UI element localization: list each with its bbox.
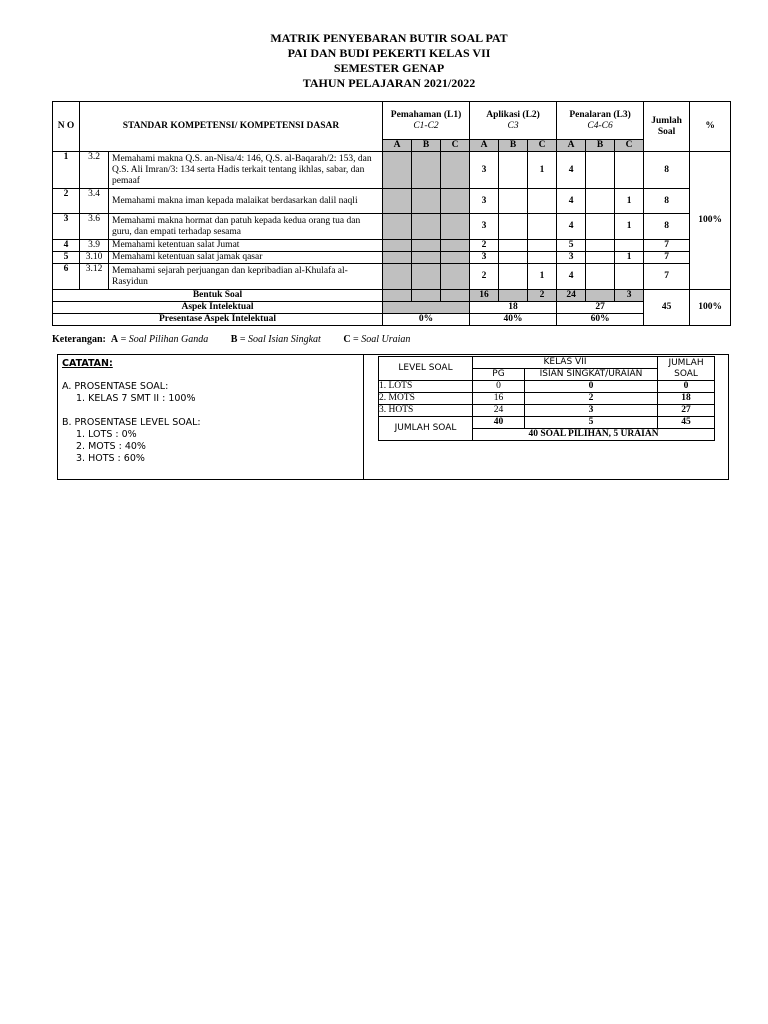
- bentuk-l2a: 16: [470, 290, 499, 302]
- table-row: [53, 240, 731, 252]
- sum-total: 45: [658, 417, 715, 429]
- row-l2c: 1: [528, 264, 557, 290]
- row-l3c: [615, 240, 644, 252]
- isian-header: ISIAN SINGKAT/URAIAN: [525, 369, 658, 381]
- level-isian: 0: [525, 381, 658, 393]
- row-l3c: [615, 152, 644, 189]
- keterangan-a-key: A: [110, 334, 119, 345]
- row-kd: 3.2: [80, 152, 109, 189]
- row-l2c: [528, 189, 557, 214]
- row-l3b: [586, 189, 615, 214]
- bentuk-soal-row: [53, 290, 731, 302]
- keterangan-a-value: Soal Pilihan Ganda: [128, 334, 209, 345]
- keterangan-c-value: Soal Uraian: [361, 334, 411, 345]
- bentuk-l3c: 3: [615, 290, 644, 302]
- keterangan-c-key: C: [343, 334, 351, 345]
- level-isian: 2: [525, 393, 658, 405]
- row-kd: 3.4: [80, 189, 109, 214]
- matrix-table: [52, 101, 731, 326]
- row-l2a: 2: [470, 264, 499, 290]
- row-l2b: [499, 214, 528, 240]
- catatan-a-item: 1. KELAS 7 SMT II : 100%: [76, 393, 196, 405]
- aspek-intelektual-row: [53, 302, 731, 314]
- row-l3b: [586, 152, 615, 189]
- title-line-2: PAI DAN BUDI PEKERTI KELAS VII: [287, 46, 491, 60]
- presentase-l2: 40%: [470, 314, 557, 326]
- sum-pg: 40: [473, 417, 525, 429]
- level-header: LEVEL SOAL: [379, 357, 473, 381]
- header-l1-code: C1-C2: [413, 120, 439, 131]
- row-l3a: 5: [557, 240, 586, 252]
- header-l3-c: C: [615, 140, 644, 152]
- row-no: 6: [53, 264, 80, 290]
- catatan-b-heading: B. PROSENTASE LEVEL SOAL:: [62, 416, 201, 428]
- row-l2a: 2: [470, 240, 499, 252]
- row-l3b: [586, 264, 615, 290]
- aspek-l3: 27: [557, 302, 644, 314]
- row-l2a: 3: [470, 214, 499, 240]
- row-l2c: 1: [528, 152, 557, 189]
- bentuk-label: Bentuk Soal: [53, 290, 383, 302]
- header-l3-a: A: [557, 140, 586, 152]
- row-desc: Memahami makna Q.S. an-Nisa/4: 146, Q.S. al-Baqarah/2: 153, dan Q.S. Ali Imran/3: 134 serta Hadis terkait tentang ikhlas, sabar, dan pemaaf: [109, 152, 383, 189]
- catatan-b-item: 1. LOTS : 0%: [76, 428, 137, 440]
- row-no: 3: [53, 214, 80, 240]
- catatan-b-item: 2. MOTS : 40%: [76, 441, 146, 453]
- table-row: [379, 405, 715, 417]
- row-l3c: 1: [615, 214, 644, 240]
- title-line-3: SEMESTER GENAP: [333, 61, 445, 75]
- total-soal: 45: [644, 290, 690, 326]
- header-l2-b: B: [499, 140, 528, 152]
- row-l3c: 1: [615, 252, 644, 264]
- header-l2-c: C: [528, 140, 557, 152]
- presentase-l3: 60%: [557, 314, 644, 326]
- header-l1: [383, 102, 470, 140]
- presentase-label: Presentase Aspek Intelektual: [53, 314, 383, 326]
- row-l2b: [499, 240, 528, 252]
- row-l2a: 3: [470, 152, 499, 189]
- header-l1-a: A: [383, 140, 412, 152]
- level-total: 27: [658, 405, 715, 417]
- header-percent: %: [690, 102, 731, 152]
- rows-percent: 100%: [690, 152, 731, 290]
- row-l3c: 1: [615, 189, 644, 214]
- header-l3-b: B: [586, 140, 615, 152]
- level-name: 2. MOTS: [379, 393, 473, 405]
- row-l3c: [615, 264, 644, 290]
- level-soal-table: [378, 356, 715, 441]
- header-jumlah: Jumlah Soal: [644, 102, 690, 152]
- row-no: 2: [53, 189, 80, 214]
- row-jumlah: 8: [644, 152, 690, 189]
- table-row: [379, 381, 715, 393]
- header-l3-name: Penalaran (L3): [569, 109, 631, 120]
- row-l2b: [499, 252, 528, 264]
- level-name: 3. HOTS: [379, 405, 473, 417]
- header-skkd: STANDAR KOMPETENSI/ KOMPETENSI DASAR: [80, 102, 383, 152]
- header-l3: [557, 102, 644, 140]
- level-pg: 24: [473, 405, 525, 417]
- row-l2a: 3: [470, 252, 499, 264]
- header-l2-a: A: [470, 140, 499, 152]
- row-kd: 3.12: [80, 264, 109, 290]
- row-l3a: 4: [557, 189, 586, 214]
- row-l2a: 3: [470, 189, 499, 214]
- sum-isian: 5: [525, 417, 658, 429]
- row-kd: 3.9: [80, 240, 109, 252]
- row-desc: Memahami ketentuan salat jamak qasar: [109, 252, 383, 264]
- bentuk-l3b: [586, 290, 615, 302]
- keterangan-b-key: B: [230, 334, 238, 345]
- level-pg: 16: [473, 393, 525, 405]
- header-l1-b: B: [412, 140, 441, 152]
- row-desc: Memahami sejarah perjuangan dan kepribadian al-Khulafa al-Rasyidun: [109, 264, 383, 290]
- table-row: [379, 393, 715, 405]
- header-l1-c: C: [441, 140, 470, 152]
- presentase-l1: 0%: [383, 314, 470, 326]
- row-jumlah: 7: [644, 264, 690, 290]
- row-l3b: [586, 252, 615, 264]
- row-no: 4: [53, 240, 80, 252]
- jumlah-header: JUMLAH SOAL: [658, 357, 715, 381]
- row-l3a: 3: [557, 252, 586, 264]
- kelas-header: KELAS VII: [473, 357, 658, 369]
- row-desc: Memahami ketentuan salat Jumat: [109, 240, 383, 252]
- row-l2c: [528, 240, 557, 252]
- total-percent: 100%: [690, 290, 731, 326]
- row-l3a: 4: [557, 264, 586, 290]
- row-l3b: [586, 214, 615, 240]
- row-desc: Memahami makna hormat dan patuh kepada kedua orang tua dan guru, dan empati terhadap sesama: [109, 214, 383, 240]
- row-jumlah: 7: [644, 240, 690, 252]
- bentuk-l2b: [499, 290, 528, 302]
- title-line-4: TAHUN PELAJARAN 2021/2022: [302, 76, 476, 90]
- header-l3-code: C4-C6: [587, 120, 613, 131]
- bentuk-l3a: 24: [557, 290, 586, 302]
- presentase-row: [53, 314, 731, 326]
- aspek-l2: 18: [470, 302, 557, 314]
- table-row: [53, 189, 731, 214]
- row-l2b: [499, 152, 528, 189]
- header-no: N O: [53, 102, 80, 152]
- keterangan-b-value: Soal Isian Singkat: [248, 334, 321, 345]
- row-l3a: 4: [557, 152, 586, 189]
- catatan-b-item: 3. HOTS : 60%: [76, 453, 145, 465]
- catatan-title: CATATAN:: [62, 358, 113, 369]
- aspek-l1: [383, 302, 470, 314]
- catatan-divider: [363, 355, 364, 479]
- row-kd: 3.10: [80, 252, 109, 264]
- catatan-notes: [62, 358, 201, 465]
- row-l3a: 4: [557, 214, 586, 240]
- level-total: 18: [658, 393, 715, 405]
- header-l2: [470, 102, 557, 140]
- level-total: 0: [658, 381, 715, 393]
- keterangan-line: Keterangan: A = Soal Pilihan Ganda B = Soal Isian Singkat C = Soal Uraian: [52, 334, 411, 345]
- level-pg: 0: [473, 381, 525, 393]
- level-name: 1. LOTS: [379, 381, 473, 393]
- summary-text: 40 SOAL PILIHAN, 5 URAIAN: [473, 429, 715, 441]
- row-jumlah: 8: [644, 189, 690, 214]
- row-desc: Memahami makna iman kepada malaikat berdasarkan dalil naqli: [109, 189, 383, 214]
- title-line-1: MATRIK PENYEBARAN BUTIR SOAL PAT: [270, 31, 508, 45]
- level-isian: 3: [525, 405, 658, 417]
- row-jumlah: 8: [644, 214, 690, 240]
- keterangan-label: Keterangan:: [52, 334, 106, 345]
- pg-header: PG: [473, 369, 525, 381]
- row-l3b: [586, 240, 615, 252]
- row-l2b: [499, 189, 528, 214]
- table-row: [53, 264, 731, 290]
- header-l2-code: C3: [507, 120, 519, 131]
- table-row: [53, 214, 731, 240]
- aspek-label: Aspek Intelektual: [53, 302, 383, 314]
- row-jumlah: 7: [644, 252, 690, 264]
- jumlah-soal-label: JUMLAH SOAL: [379, 417, 473, 441]
- row-kd: 3.6: [80, 214, 109, 240]
- row-l2c: [528, 214, 557, 240]
- header-l1-name: Pemahaman (L1): [390, 109, 462, 120]
- row-no: 5: [53, 252, 80, 264]
- row-l2c: [528, 252, 557, 264]
- bentuk-l2c: 2: [528, 290, 557, 302]
- document-title: [0, 31, 768, 91]
- row-l2b: [499, 264, 528, 290]
- table-row: [53, 152, 731, 189]
- catatan-a-heading: A. PROSENTASE SOAL:: [62, 381, 169, 393]
- header-l2-name: Aplikasi (L2): [486, 109, 540, 120]
- row-no: 1: [53, 152, 80, 189]
- table-row: [53, 252, 731, 264]
